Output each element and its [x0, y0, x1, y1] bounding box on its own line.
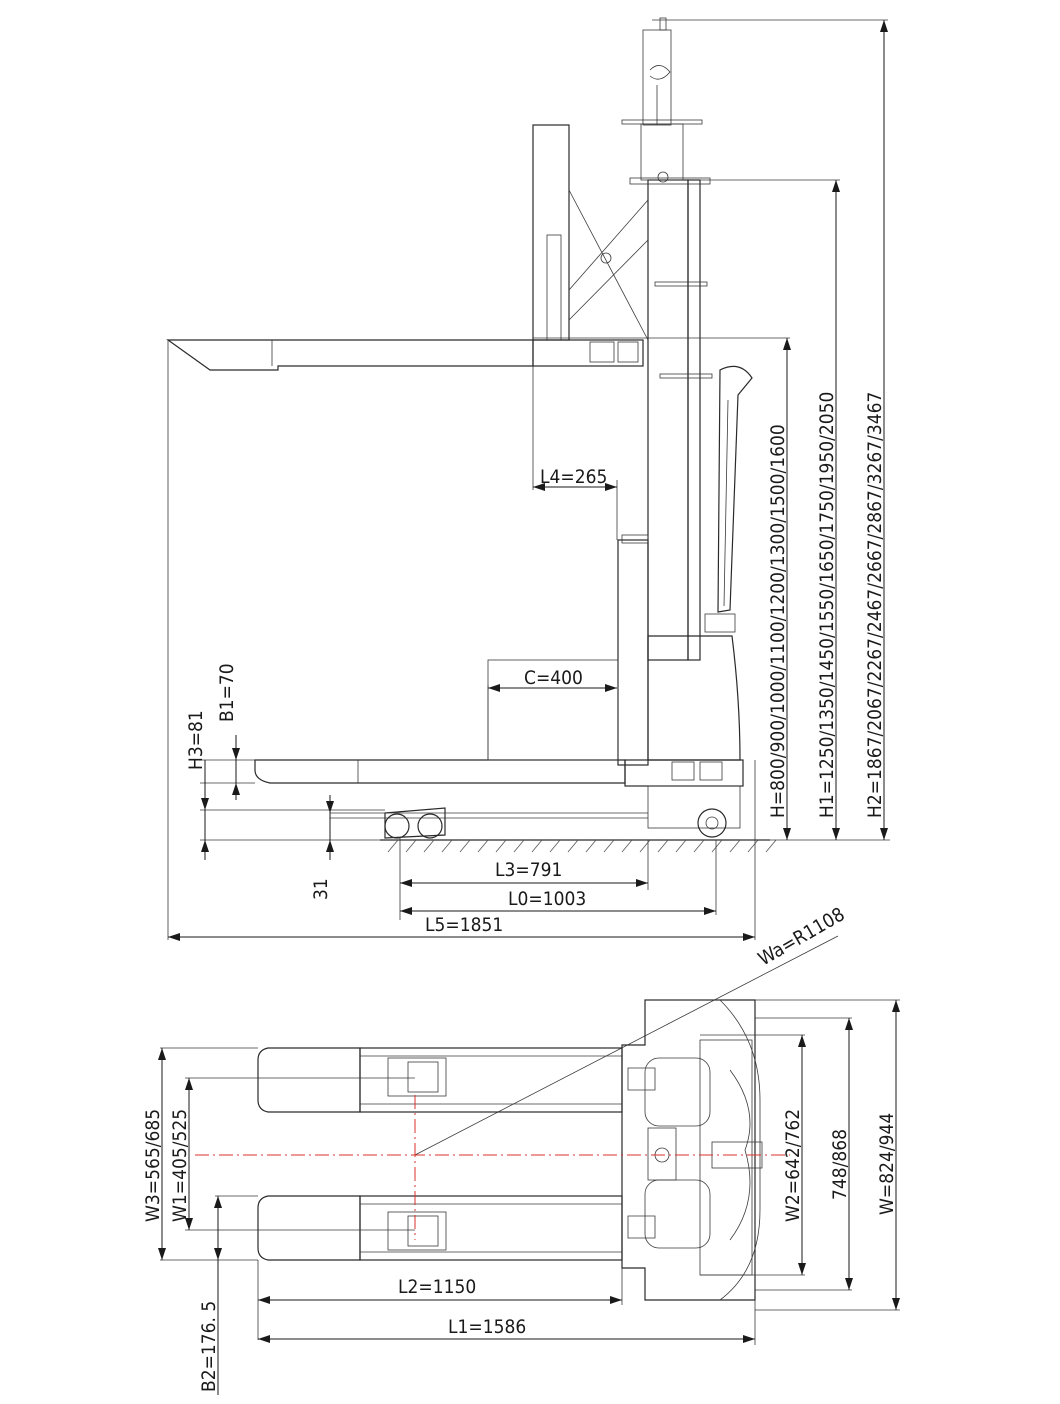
dim-h3: H3=81	[185, 710, 207, 770]
dim-l0: L0=1003	[508, 888, 587, 910]
dim-h1: H1=1250/1350/1450/1550/1650/1750/1950/2050	[816, 391, 838, 818]
dim-748: 748/868	[829, 1129, 851, 1200]
ground-hatch	[550, 840, 560, 852]
dim-w3: W3=565/685	[142, 1108, 164, 1222]
ground-hatch	[424, 840, 434, 852]
dim-l1: L1=1586	[448, 1316, 527, 1338]
ground-hatch	[496, 840, 506, 852]
top-chassis	[622, 1000, 762, 1300]
dim-l4: L4=265	[540, 466, 608, 488]
ground-hatch	[676, 840, 686, 852]
dim-w2: W2=642/762	[782, 1108, 804, 1222]
ground-hatch	[766, 840, 776, 852]
ground-hatch	[532, 840, 542, 852]
top-view-labels	[142, 1109, 898, 1392]
dim-b1: B1=70	[216, 663, 238, 722]
side-view-labels	[185, 392, 886, 971]
dim-c: C=400	[524, 667, 583, 689]
dim-31: 31	[310, 878, 332, 900]
ground-hatch	[388, 840, 398, 852]
ground-hatch	[568, 840, 578, 852]
dim-l3: L3=791	[495, 859, 563, 881]
ground-hatch	[514, 840, 524, 852]
horizontal-dims	[168, 483, 755, 941]
ground-line	[380, 840, 776, 852]
ground-hatch	[730, 840, 740, 852]
dim-h: H=800/900/1000/1100/1200/1300/1500/1600	[767, 424, 789, 818]
dim-l2: L2=1150	[398, 1276, 477, 1298]
top-view	[142, 936, 900, 1395]
load-backrest	[533, 125, 648, 366]
dim-w1: W1=405/525	[169, 1108, 191, 1222]
dim-wa: Wa=R1108	[754, 903, 849, 971]
ground-hatch	[748, 840, 758, 852]
raised-fork	[168, 340, 533, 370]
dim-b2: B2=176. 5	[198, 1300, 220, 1392]
ground-hatch	[460, 840, 470, 852]
ground-hatch	[712, 840, 722, 852]
ground-hatch	[478, 840, 488, 852]
ground-hatch	[604, 840, 614, 852]
side-view	[168, 18, 890, 970]
load-wheel	[330, 808, 648, 838]
drive-unit	[625, 636, 743, 837]
dim-l5: L5=1851	[425, 914, 504, 936]
dim-w: W=824/944	[876, 1112, 898, 1215]
mast	[622, 18, 712, 660]
tiller-handle	[705, 366, 752, 632]
ground-hatch	[658, 840, 668, 852]
dim-h2: H2=1867/2067/2267/2467/2667/2867/3267/3467	[864, 391, 886, 818]
inner-frame	[618, 535, 648, 765]
ground-hatch	[694, 840, 704, 852]
ground-hatch	[586, 840, 596, 852]
ground-hatch	[640, 840, 650, 852]
top-forks	[258, 1048, 622, 1260]
ground-hatch	[406, 840, 416, 852]
ground-hatch	[622, 840, 632, 852]
ground-hatch	[442, 840, 452, 852]
